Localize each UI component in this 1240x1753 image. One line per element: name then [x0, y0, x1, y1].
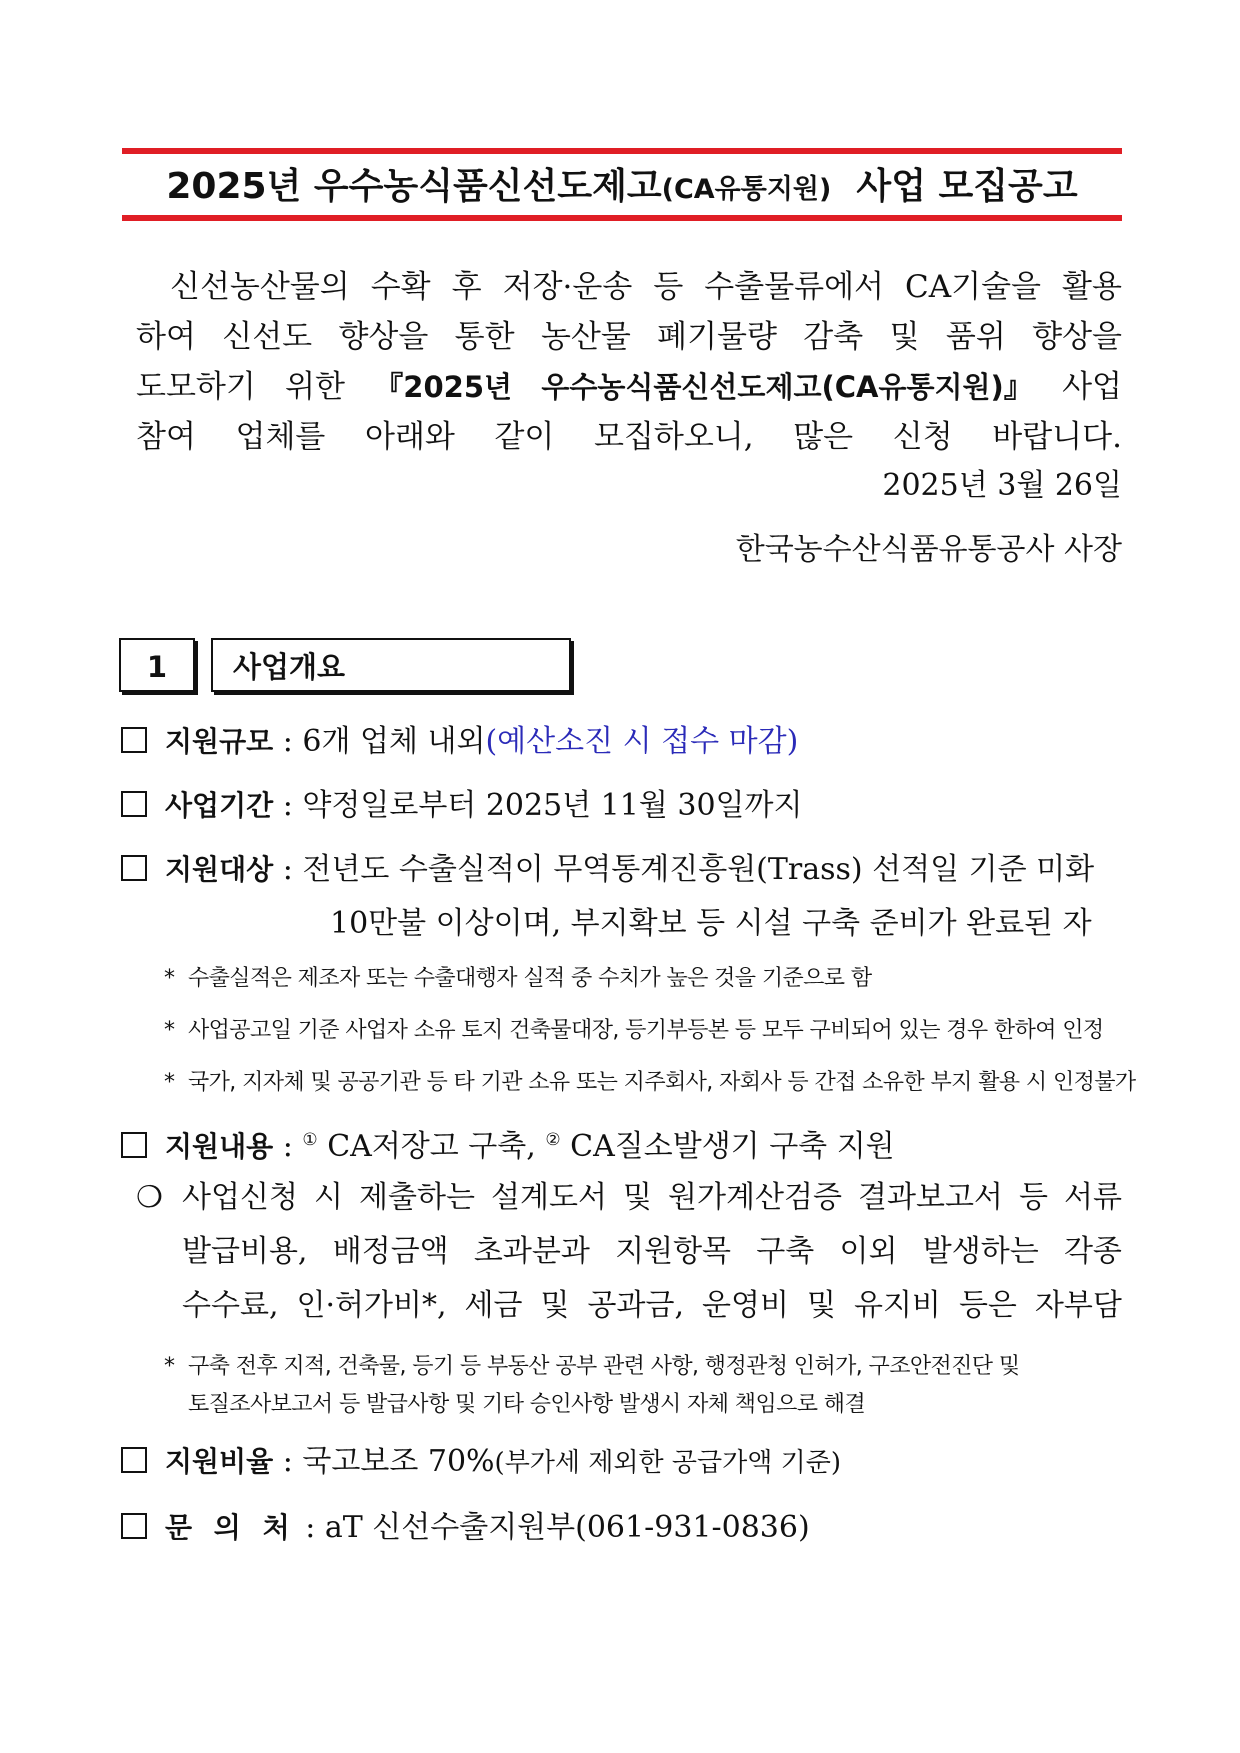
word: 수출물류에서 [704, 269, 884, 305]
word: 발급비용, [182, 1234, 308, 1269]
word: 및 [540, 1288, 570, 1323]
word: 수수료, [182, 1288, 279, 1323]
permit-note-line-1: * 구축 전후 지적, 건축물, 등기 등 부동산 공부 관련 사항, 행정관청 인허가, 구조안전진단 및 [164, 1354, 1020, 1379]
word: 설계도서 [491, 1180, 607, 1215]
word: 신청 [892, 419, 953, 455]
item-content: 지원내용 : ① CA저장고 구축, ② CA질소발생기 구축 지원 [121, 1120, 895, 1167]
word: 원가계산검증 [668, 1180, 842, 1215]
issuer-name: 한국농수산식품유통공사 사장 [735, 532, 1122, 567]
word: 이외 [839, 1234, 898, 1269]
word: 사업신청 [182, 1180, 298, 1215]
word: 초과분과 [473, 1234, 590, 1269]
intro-line-1 [136, 262, 1122, 312]
item-target-continued: 10만불 이상이며, 부지확보 등 시설 구축 준비가 완료된 자 [330, 906, 1092, 941]
permit-note-line-2: 토질조사보고서 등 발급사항 및 기타 승인사항 발생시 자체 책임으로 해결 [188, 1392, 866, 1417]
target-note-2: * 사업공고일 기준 사업자 소유 토지 건축물대장, 등기부등본 등 모두 구비되어 있는 경우 한하여 인정 [164, 1018, 1104, 1043]
word: 및 [806, 1288, 836, 1323]
item-contact: 문 의 처 : aT 신선수출지원부(061-931-0836) [121, 1508, 810, 1548]
word: CA기술을 [905, 269, 1041, 305]
word: 인·허가비*, [296, 1288, 447, 1323]
checkbox-icon [121, 791, 147, 817]
word: 업체를 [235, 419, 326, 455]
word: 제출하는 [359, 1180, 475, 1215]
word: 하여 [136, 319, 196, 355]
word: 아래와 [365, 419, 455, 455]
section-number: 1 [119, 638, 195, 692]
intro-line-4 [136, 412, 1122, 462]
checkbox-icon [121, 855, 147, 881]
word: 농산물 [540, 319, 631, 355]
intro-line-2 [136, 312, 1122, 362]
item-period: 사업기간 : 약정일로부터 2025년 11월 30일까지 [121, 786, 803, 826]
target-note-1: * 수출실적은 제조자 또는 수출대행자 실적 중 수치가 높은 것을 기준으로 함 [164, 966, 872, 991]
word: 감축 [803, 319, 864, 355]
word: 시 [313, 1180, 343, 1215]
word: 활용 [1062, 269, 1122, 305]
word: 참여 [136, 419, 196, 455]
word: 운영비 [702, 1288, 789, 1323]
word: 공과금, [587, 1288, 684, 1323]
circle-item-line-2 [182, 1228, 1122, 1276]
word: 서류 [1064, 1180, 1122, 1215]
item-scale: 지원규모 : 6개 업체 내외(예산소진 시 접수 마감) [121, 722, 798, 762]
word: 바랍니다. [992, 419, 1122, 455]
word: 등은 [958, 1288, 1017, 1323]
word: 저장·운송 [502, 269, 633, 305]
checkbox-icon [121, 1132, 147, 1158]
word: 신선도 [222, 319, 313, 355]
word: 모집하오니, [594, 419, 754, 455]
word: 통한 [454, 319, 515, 355]
target-note-3: * 국가, 지자체 및 공공기관 등 타 기관 소유 또는 지주회사, 자회사 등 간접 소유한 부지 활용 시 인정불가 [164, 1070, 1136, 1095]
item-target: 지원대상 : 전년도 수출실적이 무역통계진흥원(Trass) 선적일 기준 미화 [121, 850, 1094, 890]
word: 등 [1018, 1180, 1048, 1215]
checkbox-icon [121, 727, 147, 753]
title-rule-bottom [122, 215, 1122, 221]
word: 세금 [464, 1288, 523, 1323]
word: 구축 [756, 1234, 815, 1269]
circle-item-line-1 [182, 1174, 1122, 1222]
word: 많은 [793, 419, 854, 455]
item-ratio: 지원비율 : 국고보조 70%(부가세 제외한 공급가액 기준) [121, 1442, 841, 1483]
word: 및 [889, 319, 920, 355]
word: 신선농산물의 [170, 269, 350, 305]
word: 등 [653, 269, 684, 305]
word: 같이 [494, 419, 555, 455]
title-rule-top [122, 148, 1122, 154]
circle-bullet: ❍ [136, 1180, 163, 1215]
page-title: 2025년 우수농식품신선도제고(CA유통지원) 사업 모집공고 [166, 166, 1078, 207]
checkbox-icon [121, 1513, 147, 1539]
word: 폐기물량 [657, 319, 777, 355]
word: 지원항목 [615, 1234, 732, 1269]
word: 결과보고서 [858, 1180, 1003, 1215]
word: 향상을 [1032, 319, 1122, 355]
word: 유지비 [853, 1288, 941, 1323]
announcement-date: 2025년 3월 26일 [882, 468, 1122, 503]
section-title: 사업개요 [211, 638, 571, 692]
word: 자부담 [1034, 1288, 1122, 1323]
word: 후 [451, 269, 482, 305]
word: 향상을 [338, 319, 429, 355]
intro-paragraph [136, 262, 1122, 462]
word: 발생하는 [922, 1234, 1039, 1269]
intro-line-3: 도모하기 위한 『2025년 우수농식품신선도제고(CA유통지원)』 사업 [136, 369, 1122, 405]
checkbox-icon [121, 1447, 147, 1473]
word: 및 [623, 1180, 652, 1215]
word: 품위 [945, 319, 1006, 355]
word: 수확 [370, 269, 431, 305]
circle-item-line-3 [182, 1282, 1122, 1330]
word: 배정금액 [332, 1234, 449, 1269]
word: 각종 [1063, 1234, 1122, 1269]
